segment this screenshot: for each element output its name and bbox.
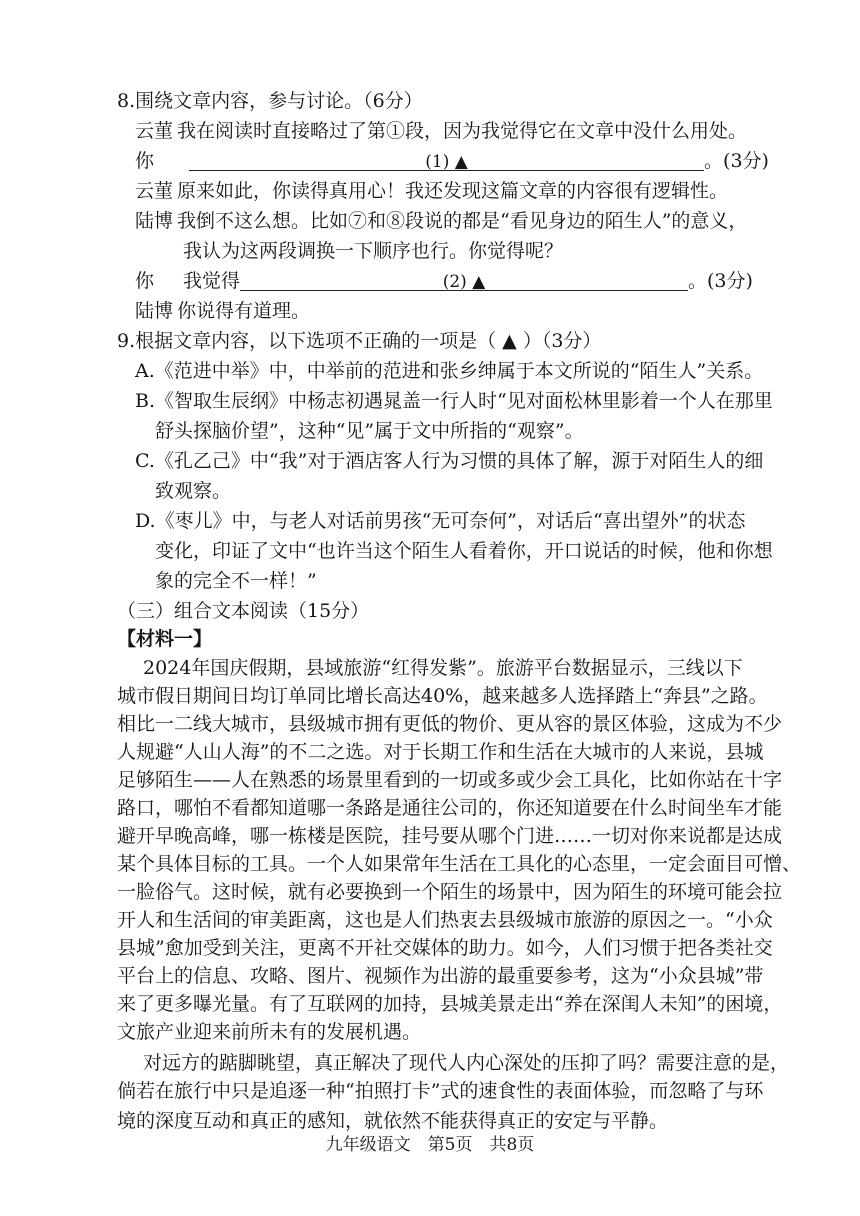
blank-marker: (2) ▲ (442, 272, 486, 292)
option-c-cont: 致观察。 (155, 480, 232, 502)
dialogue-line-3-cont: 我认为这两段调换一下顺序也行。你觉得呢？ (183, 240, 564, 262)
paragraph-line: 2024年国庆假期，县域旅游“红得发紫”。旅游平台数据显示，三线以下 (143, 657, 743, 679)
option-d-cont: 象的完全不一样！” (155, 570, 317, 592)
paragraph-line: 县城”愈加受到关注，更离不开社交媒体的助力。如今，人们习惯于把各类社交 (117, 937, 773, 959)
speaker-name: 陆博 (135, 210, 174, 232)
answer-line-2 (135, 268, 753, 294)
option-c: C.《孔乙己》中“我”对于酒店客人行为习惯的具体了解，源于对陌生人的细 (135, 450, 764, 472)
dialogue-line-2 (135, 178, 728, 204)
speaker-name: 云菫 (135, 180, 174, 202)
option-b: B.《智取生辰纲》中杨志初遇晁盖一行人时“见对面松林里影着一个人在那里 (135, 390, 773, 412)
dialogue-line-3 (135, 208, 747, 234)
paragraph-line: 路口，哪怕不看都知道哪一条路是通往公司的，你还知道要在什么时间坐车才能 (117, 797, 783, 819)
paragraph-line: 城市假日期间日均订单同比增长高达40%，越来越多人选择踏上“奔县”之路。 (117, 685, 768, 707)
material-label: 【材料一】 (117, 628, 213, 650)
paragraph-line: 平台上的信息、攻略、图片、视频作为出游的最重要参考，这为“小众县城”带 (117, 965, 764, 987)
paragraph-line: 某个具体目标的工具。一个人如果常年生活在工具化的心态里，一定会面目可憎、 (117, 853, 802, 875)
section-title: （三）组合文本阅读（15分） (117, 600, 370, 622)
paragraph-line: 人规避“人山人海”的不二之选。对于长期工作和生活在大城市的人来说，县城 (117, 741, 764, 763)
speaker-name: 你 (135, 270, 155, 292)
blank-marker: (1) ▲ (425, 152, 468, 172)
option-d-cont: 变化，印证了文中“也许当这个陌生人看着你，开口说话的时候，他和你想 (155, 540, 773, 562)
answer-line-1 (135, 148, 769, 174)
question-8-title: 8.围绕文章内容，参与讨论。（6分） (117, 90, 423, 112)
option-a: A.《范进中举》中，中举前的范进和张乡绅属于本文所说的“陌生人”关系。 (135, 360, 764, 382)
dialogue-text: 原来如此，你读得真用心！我还发现这篇文章的内容很有逻辑性。 (177, 180, 729, 202)
speaker-name: 云菫 (135, 120, 174, 142)
dialogue-text: 你说得有道理。 (177, 300, 311, 322)
speaker-name: 你 (135, 150, 155, 172)
answer-blank-1[interactable] (189, 148, 704, 171)
score-label: 。(3分) (688, 270, 753, 292)
paragraph-line: 境的深度互动和真正的感知，就依然不能获得真正的安定与平静。 (117, 1110, 669, 1132)
score-label: 。(3分) (704, 150, 769, 172)
option-b-cont: 舒头探脑价望”，这种“见”属于文中所指的“观察”。 (155, 420, 584, 442)
paragraph-line: 开人和生活间的审美距离，这也是人们热衷去县级城市旅游的原因之一。“小众 (117, 909, 773, 931)
paragraph-line: 足够陌生——人在熟悉的场景里看到的一切或多或少会工具化，比如你站在十字 (117, 769, 783, 791)
dialogue-line-1 (135, 118, 747, 144)
paragraph-line: 倘若在旅行中只是追逐一种“拍照打卡”式的速食性的表面体验，而忽略了与环 (117, 1080, 764, 1102)
page-footer: 九年级语文 第5页 共8页 (325, 1135, 535, 1155)
paragraph-line: 相比一二线大城市，县级城市拥有更低的物价、更从容的景区体验，这成为不少 (117, 713, 783, 735)
question-9-title: 9.根据文章内容，以下选项不正确的一项是（ ▲ ）（3分） (117, 330, 602, 352)
dialogue-line-4 (135, 298, 310, 324)
answer-prefix: 我觉得 (183, 270, 241, 292)
dialogue-text: 我倒不这么想。比如⑦和⑧段说的都是“看见身边的陌生人”的意义， (177, 210, 748, 232)
dialogue-text: 我在阅读时直接略过了第①段，因为我觉得它在文章中没什么用处。 (177, 120, 748, 142)
speaker-name: 陆博 (135, 300, 174, 322)
paragraph-line: 文旅产业迎来前所未有的发展机遇。 (117, 1021, 422, 1043)
paragraph-line: 来了更多曝光量。有了互联网的加持，县城美景走出“养在深闺人未知”的困境， (117, 993, 783, 1015)
answer-blank-2[interactable] (240, 268, 688, 291)
paragraph-line: 避开早晚高峰，哪一栋楼是医院，挂号要从哪个门进……一切对你来说都是达成 (117, 825, 783, 847)
paragraph-line: 一脸俗气。这时候，就有必要换到一个陌生的场景中，因为陌生的环境可能会拉 (117, 881, 783, 903)
option-d: D.《枣儿》中，与老人对话前男孩“无可奈何”，对话后“喜出望外”的状态 (135, 510, 746, 532)
paragraph-line: 对远方的踮脚眺望，真正解决了现代人内心深处的压抑了吗？需要注意的是， (143, 1052, 790, 1074)
